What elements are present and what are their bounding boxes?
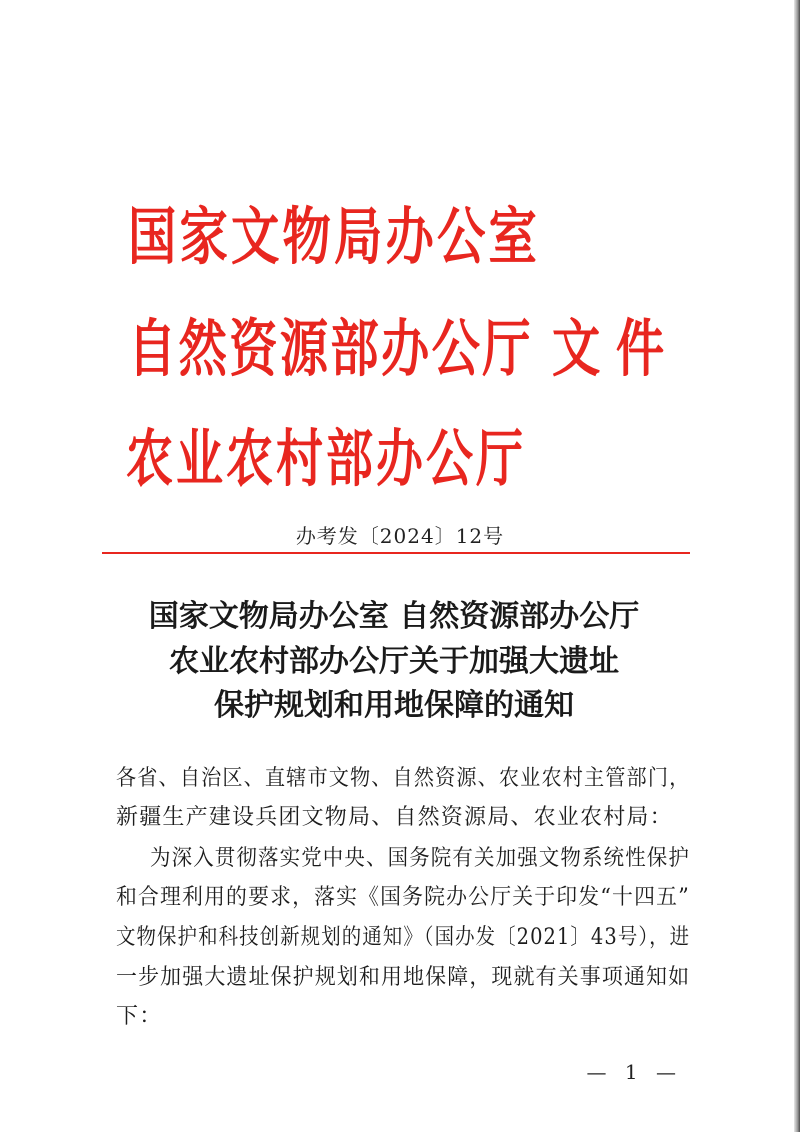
title-line-2: 农业农村部办公厅关于加强大遗址 xyxy=(169,644,619,679)
recipients-line-1: 各省、自治区、直辖市文物、自然资源、农业农村主管部门， xyxy=(116,766,691,791)
recipients-line-2: 新疆生产建设兵团文物局、自然资源局、农业农村局： xyxy=(116,805,673,830)
document-number: 办考发〔2024〕12号 xyxy=(295,524,505,548)
issuer-line-2 xyxy=(128,312,680,385)
title-line-1: 国家文物局办公室 自然资源部办公厅 xyxy=(148,599,640,634)
issuer-line-3: 农业农村部办公厅 xyxy=(126,422,527,495)
issuer-line-2-name: 自然资源部办公厅 xyxy=(128,312,533,385)
paragraph-line-2: 和合理利用的要求，落实《国务院办公厅关于印发“十四五” xyxy=(116,885,690,910)
title-line-3: 保护规划和用地保障的通知 xyxy=(214,688,574,723)
paragraph-line-5: 下： xyxy=(116,1004,163,1029)
issuer-document-label: 文件 xyxy=(552,312,680,385)
scan-edge-shadow xyxy=(794,0,800,1132)
issuer-line-1: 国家文物局办公室 xyxy=(128,200,541,273)
red-divider-line xyxy=(102,552,690,554)
paragraph-line-1: 为深入贯彻落实党中央、国务院有关加强文物系统性保护 xyxy=(150,846,691,871)
page-number: — 1 — xyxy=(586,1060,682,1084)
paragraph-line-3: 文物保护和科技创新规划的通知》（国办发〔2021〕43号），进 xyxy=(116,925,691,950)
paragraph-line-4: 一步加强大遗址保护规划和用地保障，现就有关事项通知如 xyxy=(116,965,691,990)
